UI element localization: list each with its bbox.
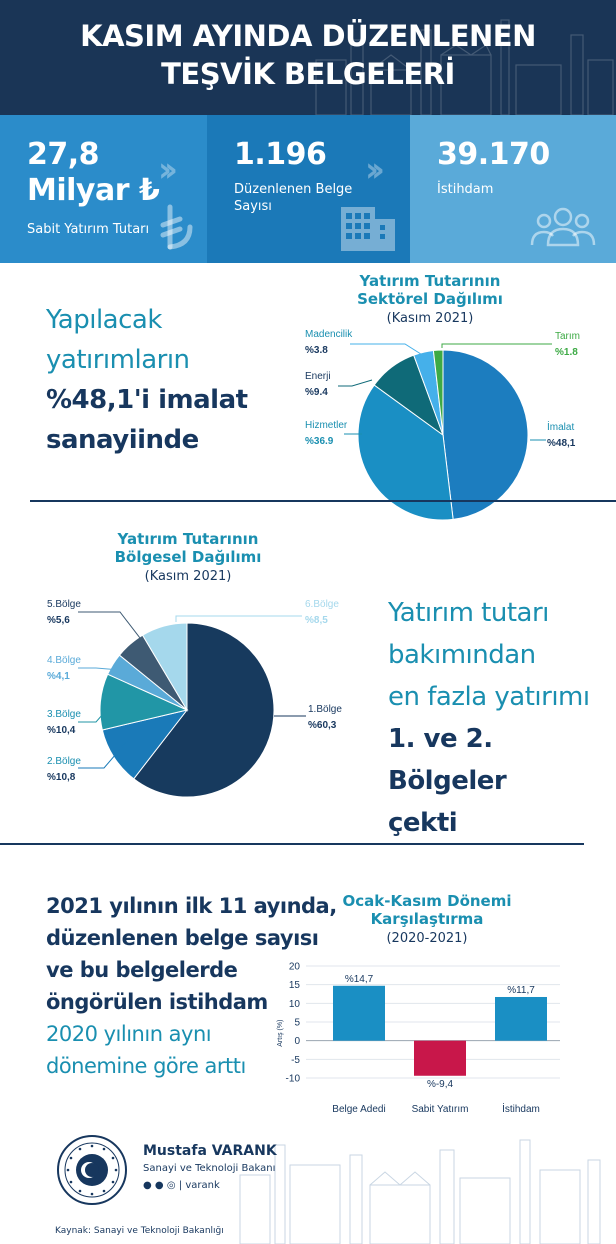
lira-icon: [160, 203, 194, 253]
pie-slice-6-bolge: [143, 623, 187, 710]
pie-slice-i-malat: [443, 350, 528, 519]
stats-strip: [0, 115, 616, 263]
facebook-icon[interactable]: ●: [143, 1180, 152, 1191]
pie-value-madencilik: %3.8: [305, 345, 328, 356]
pie-leader-3-bolge: [78, 706, 110, 722]
pie-leader-6-bolge: [176, 616, 302, 622]
pie-label-4-bolge: 4.Bölge: [47, 655, 81, 666]
y-tick-label: 15: [288, 980, 300, 992]
pie-leader-madencilik: [350, 344, 424, 356]
pie-slice-3-bolge: [100, 674, 187, 730]
ministry-seal-logo: [56, 1134, 128, 1206]
pie-label-i-malat: İmalat: [547, 422, 575, 433]
pie-leader-5-bolge: [78, 612, 140, 638]
region-highlight-text: Yatırım tutarı bakımından en fazla yatırımı 1. ve 2. Bölgeler çekti: [388, 598, 590, 838]
pie-slice-tarim: [433, 350, 443, 435]
pie-label-madencilik: Madencilik: [305, 329, 353, 340]
y-tick-label: 10: [288, 998, 300, 1010]
bar-value-label: %14,7: [344, 973, 374, 985]
sector-chart-title: Yatırım Tutarının Sektörel Dağılımı (Kasım 2021): [357, 272, 503, 326]
y-tick-label: -5: [291, 1054, 300, 1066]
pie-value-3-bolge: %10,4: [47, 725, 76, 736]
social-links: ● ● ◎ | varank: [143, 1180, 220, 1191]
pie-value-1-bolge: %60,3: [308, 720, 337, 731]
pie-value-hizmetler: %36.9: [305, 436, 334, 447]
stat-employment: [410, 115, 616, 263]
x-tick-label: Belge Adedi: [332, 1104, 386, 1115]
y-tick-label: 5: [294, 1017, 300, 1029]
pie-slice-madencilik: [414, 351, 443, 435]
title-line-1: KASIM AYINDA DÜZENLENEN: [80, 19, 536, 53]
footer: [0, 1120, 616, 1244]
people-icon: [528, 205, 598, 249]
y-tick-label: -10: [285, 1073, 300, 1085]
pie-slice-2-bolge: [102, 710, 187, 779]
minister-role: Sanayi ve Teknoloji Bakanı: [143, 1163, 276, 1174]
page-title: [0, 17, 616, 93]
pie-label-1-bolge: 1.Bölge: [308, 704, 342, 715]
section-divider: [30, 500, 616, 502]
stat-employment-value: 39.170: [437, 137, 550, 172]
pie-label-6-bolge: 6.Bölge: [305, 599, 339, 610]
bar-sabit-yatirim: [414, 1041, 466, 1076]
pie-value-tarim: %1.8: [555, 347, 578, 358]
bar-i-stihdam: [495, 997, 547, 1041]
pie-value-i-malat: %48,1: [547, 438, 576, 449]
bar-value-label: %11,7: [507, 984, 535, 996]
pie-slice-5-bolge: [119, 635, 187, 710]
minister-name: Mustafa VARANK: [143, 1143, 277, 1159]
pie-leader-4-bolge: [78, 668, 120, 670]
stat-documents-label: Düzenlenen Belge Sayısı: [234, 182, 353, 214]
pie-label-enerji: Enerji: [305, 371, 331, 382]
y-axis-label: Artış (%): [277, 1019, 284, 1047]
y-tick-label: 0: [294, 1036, 300, 1048]
comparison-chart-title: Ocak-Kasım Dönemi Karşılaştırma (2020-2021): [342, 892, 512, 946]
header-banner: [0, 0, 616, 115]
pie-leader-enerji: [338, 380, 372, 386]
pie-label-2-bolge: 2.Bölge: [47, 756, 81, 767]
pie-leader-2-bolge: [78, 740, 128, 768]
bar-belge-adedi: [333, 986, 385, 1041]
pie-value-5-bolge: %5,6: [47, 615, 70, 626]
section-divider: [0, 843, 584, 845]
pie-slice-4-bolge: [108, 655, 187, 710]
stat-employment-label: İstihdam: [437, 182, 494, 197]
x-tick-label: İstihdam: [502, 1104, 540, 1115]
sector-highlight-text: Yapılacak yatırımların %48,1'i imalat sanayiinde: [46, 305, 248, 455]
source-note: Kaynak: Sanayi ve Teknoloji Bakanlığı: [55, 1226, 224, 1236]
twitter-icon[interactable]: ●: [154, 1180, 164, 1191]
pie-label-3-bolge: 3.Bölge: [47, 709, 81, 720]
stat-investment-label: Sabit Yatırım Tutarı: [27, 222, 150, 237]
region-chart-title: Yatırım Tutarının Bölgesel Dağılımı (Kasım 2021): [114, 530, 262, 584]
pie-value-2-bolge: %10,8: [47, 772, 76, 783]
pie-slice-enerji: [374, 355, 443, 435]
y-tick-label: 20: [288, 961, 300, 973]
pie-slice-1-bolge: [134, 623, 274, 797]
social-handle[interactable]: varank: [185, 1180, 220, 1191]
instagram-icon[interactable]: ◎: [166, 1180, 176, 1191]
stat-investment-value: 27,8 Milyar ₺: [27, 137, 160, 208]
pie-label-5-bolge: 5.Bölge: [47, 599, 81, 610]
pie-value-enerji: %9.4: [305, 387, 328, 398]
comparison-highlight-text: 2021 yılının ilk 11 ayında, düzenlenen belge sayısı ve bu belgelerde öngörülen istihdam 2020 yılının aynı dönemine göre arttı: [46, 894, 337, 1078]
building-icon: [339, 203, 397, 251]
chevron-right-icon: ››: [158, 150, 171, 190]
pie-value-4-bolge: %4,1: [47, 671, 70, 682]
pie-value-6-bolge: %8,5: [305, 615, 328, 626]
stat-documents: [207, 115, 410, 263]
pie-leader-tarim: [442, 344, 552, 348]
pie-label-tarim: Tarım: [555, 331, 580, 342]
stat-investment: [0, 115, 207, 263]
bar-value-label: %-9,4: [426, 1078, 454, 1090]
x-tick-label: Sabit Yatırım: [411, 1104, 469, 1115]
title-line-2: TEŞVİK BELGELERİ: [161, 57, 455, 91]
stat-documents-value: 1.196: [234, 137, 327, 172]
pie-label-hizmetler: Hizmetler: [305, 420, 348, 431]
chevron-right-icon: ››: [365, 150, 378, 190]
